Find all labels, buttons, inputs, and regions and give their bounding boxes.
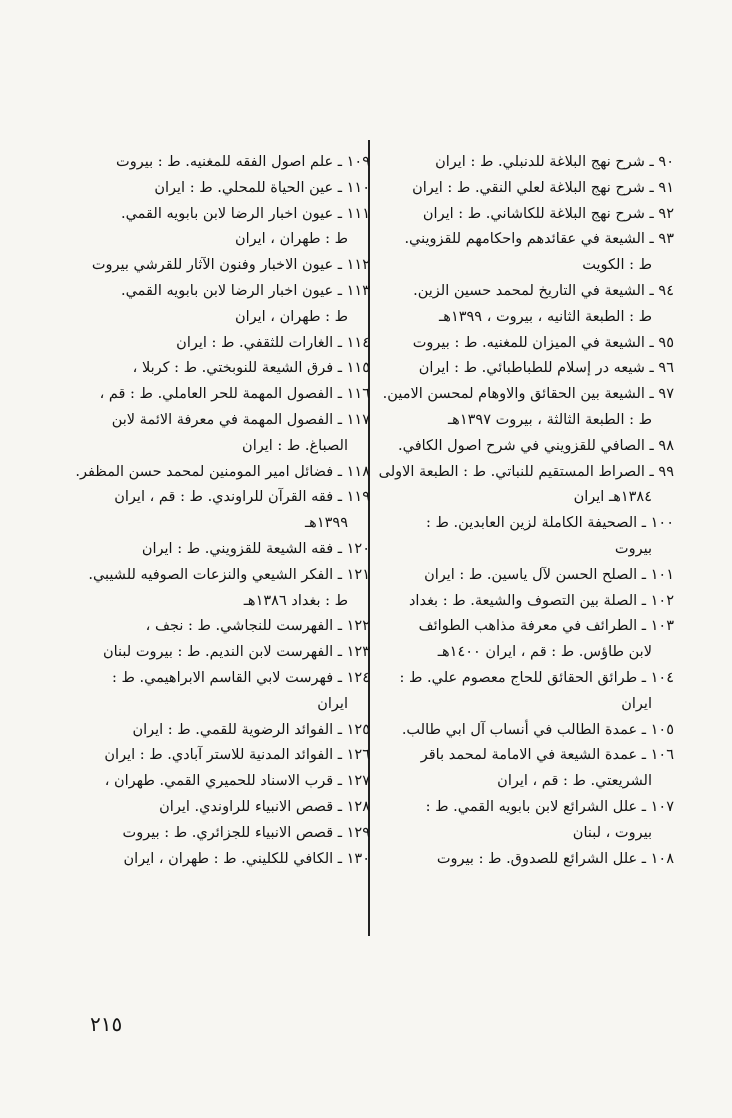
bibliography-line: ١٢٨ ـ قصص الانبياء للراوندي. ايران (159, 798, 370, 815)
bibliography-line: ط : الطبعة الثانيه ، بيروت ، ١٣٩٩هـ (439, 308, 652, 325)
bibliography-line: ١١٤ ـ الغارات للثقفي. ط : ايران (176, 334, 370, 351)
bibliography-line: ١٢٩ ـ قصص الانبياء للجزائري. ط : بيروت (122, 824, 370, 841)
bibliography-line: ١٠٨ ـ علل الشرائع للصدوق. ط : بيروت (436, 850, 674, 867)
bibliography-line: ١١٣ ـ عيون اخبار الرضا لابن بابويه القمي. (120, 282, 370, 299)
bibliography-line: ط : الكويت (582, 257, 652, 274)
bibliography-line: ١١٢ ـ عيون الاخبار وفنون الآثار للقرشي بيروت (91, 257, 370, 274)
bibliography-line: ١٢٠ ـ فقه الشيعة للقزويني. ط : ايران (141, 540, 370, 557)
bibliography-line: ٩٧ ـ الشيعة بين الحقائق والاوهام لمحسن الامين. (382, 386, 674, 403)
bibliography-line: ٩٦ ـ شيعه در إسلام للطباطبائي. ط : ايران (418, 360, 674, 377)
bibliography-line: ١٣٨٤هـ ايران (573, 489, 652, 506)
bibliography-line: ١١٧ ـ الفصول المهمة في معرفة الائمة لابن (111, 411, 370, 428)
bibliography-line: ٩٠ ـ شرح نهج البلاغة للدنبلي. ط : ايران (435, 154, 674, 170)
bibliography-line: ١١١ ـ عيون اخبار الرضا لابن بابويه القمي. (120, 205, 370, 222)
bibliography-line: ١٢٧ ـ قرب الاسناد للحميري القمي. طهران ، (104, 773, 370, 790)
bibliography-line: بيروت ، لبنان (572, 824, 652, 841)
bibliography-line: ١١٦ ـ الفصول المهمة للحر العاملي. ط : قم ، (99, 386, 370, 403)
bibliography-line: ط : طهران ، ايران (234, 231, 348, 248)
bibliography-line: بيروت (614, 540, 652, 557)
bibliography-line: ط : الطبعة الثالثة ، بيروت ١٣٩٧هـ (447, 411, 652, 428)
bibliography-line: ١٠٠ ـ الصحيفة الكاملة لزين العابدين. ط : (426, 515, 674, 532)
bibliography-line: ١٢٥ ـ الفوائد الرضوية للقمي. ط : ايران (132, 721, 370, 738)
bibliography-line: ١٠٧ ـ علل الشرائع لابن بابويه القمي. ط : (425, 798, 674, 815)
bibliography-line: ١٢١ ـ الفكر الشيعي والنزعات الصوفيه للشيبي. (88, 566, 370, 583)
bibliography-line: ٩٨ ـ الصافي للقزويني في شرح اصول الكافي. (398, 437, 674, 454)
bibliography-line: ١٣٠ ـ الكافي للكليني. ط : طهران ، ايران (123, 850, 370, 867)
right-column-entries (374, 150, 674, 872)
bibliography-line: ١٢٤ ـ فهرست لابي القاسم الابراهيمي. ط : (111, 669, 370, 686)
bibliography-line: ١٣٩٩هـ (304, 515, 348, 532)
bibliography-line: ١٢٦ ـ الفوائد المدنية للاستر آبادي. ط : ايران (104, 747, 370, 764)
bibliography-line: ٩٢ ـ شرح نهج البلاغة للكاشاني. ط : ايران (422, 205, 674, 222)
bibliography-line: ايران (317, 695, 348, 712)
bibliography-line: ١٠٦ ـ عمدة الشيعة في الامامة لمحمد باقر (420, 747, 674, 764)
bibliography-line: ١٠٥ ـ عمدة الطالب في أنساب آل ابي طالب. (401, 721, 674, 738)
bibliography-line: ٩٩ ـ الصراط المستقيم للنباتي. ط : الطبعة الاولى (378, 463, 674, 480)
bibliography-line: ١٠٤ ـ طرائق الحقائق للحاج معصوم علي. ط : (399, 669, 674, 686)
bibliography-line: ١٠٣ ـ الطرائف في معرفة مذاهب الطوائف (418, 618, 674, 635)
bibliography-line: ١١٥ ـ فرق الشيعة للنوبختي. ط : كربلا ، (132, 360, 370, 377)
bibliography-line: ١١٨ ـ فضائل امير المومنين لمحمد حسن المظفر. (75, 463, 370, 480)
bibliography-line: الشريعتي. ط : قم ، ايران (497, 773, 652, 790)
bibliography-line: ط : طهران ، ايران (234, 308, 348, 325)
bibliography-line: ٩١ ـ شرح نهج البلاغة لعلي النقي. ط : ايران (412, 179, 674, 196)
left-column-entries (62, 150, 370, 872)
bibliography-line: ١٢٢ ـ الفهرست للنجاشي. ط : نجف ، (145, 618, 370, 635)
bibliography-line: ٩٣ ـ الشيعة في عقائدهم واحكامهم للقزويني. (404, 231, 674, 248)
bibliography-line: ١١٠ ـ عين الحياة للمحلي. ط : ايران (154, 179, 370, 196)
bibliography-line: ١٠١ ـ الصلح الحسن لآل ياسين. ط : ايران (424, 566, 674, 583)
bibliography-line: ١١٩ ـ فقه القرآن للراوندي. ط : قم ، ايران (114, 489, 370, 506)
page-number: ٢١٥ (90, 1012, 123, 1036)
bibliography-line: ١٠٢ ـ الصلة بين التصوف والشيعة. ط : بغداد (408, 592, 674, 609)
bibliography-line: ١٢٣ ـ الفهرست لابن النديم. ط : بيروت لبنان (102, 644, 370, 661)
bibliography-line: ٩٤ ـ الشيعة في التاريخ لمحمد حسين الزين. (413, 282, 674, 299)
bibliography-line: ١٠٩ ـ علم اصول الفقه للمغنيه. ط : بيروت (116, 154, 370, 170)
bibliography-line: ٩٥ ـ الشيعة في الميزان للمغنيه. ط : بيروت (412, 334, 674, 351)
bibliography-line: ط : بغداد ١٣٨٦هـ (243, 592, 348, 609)
bibliography-line: الصباغ. ط : ايران (242, 437, 348, 454)
bibliography-line: لابن طاؤس. ط : قم ، ايران ١٤٠٠هـ (437, 644, 652, 661)
bibliography-line: ايران (621, 695, 652, 712)
